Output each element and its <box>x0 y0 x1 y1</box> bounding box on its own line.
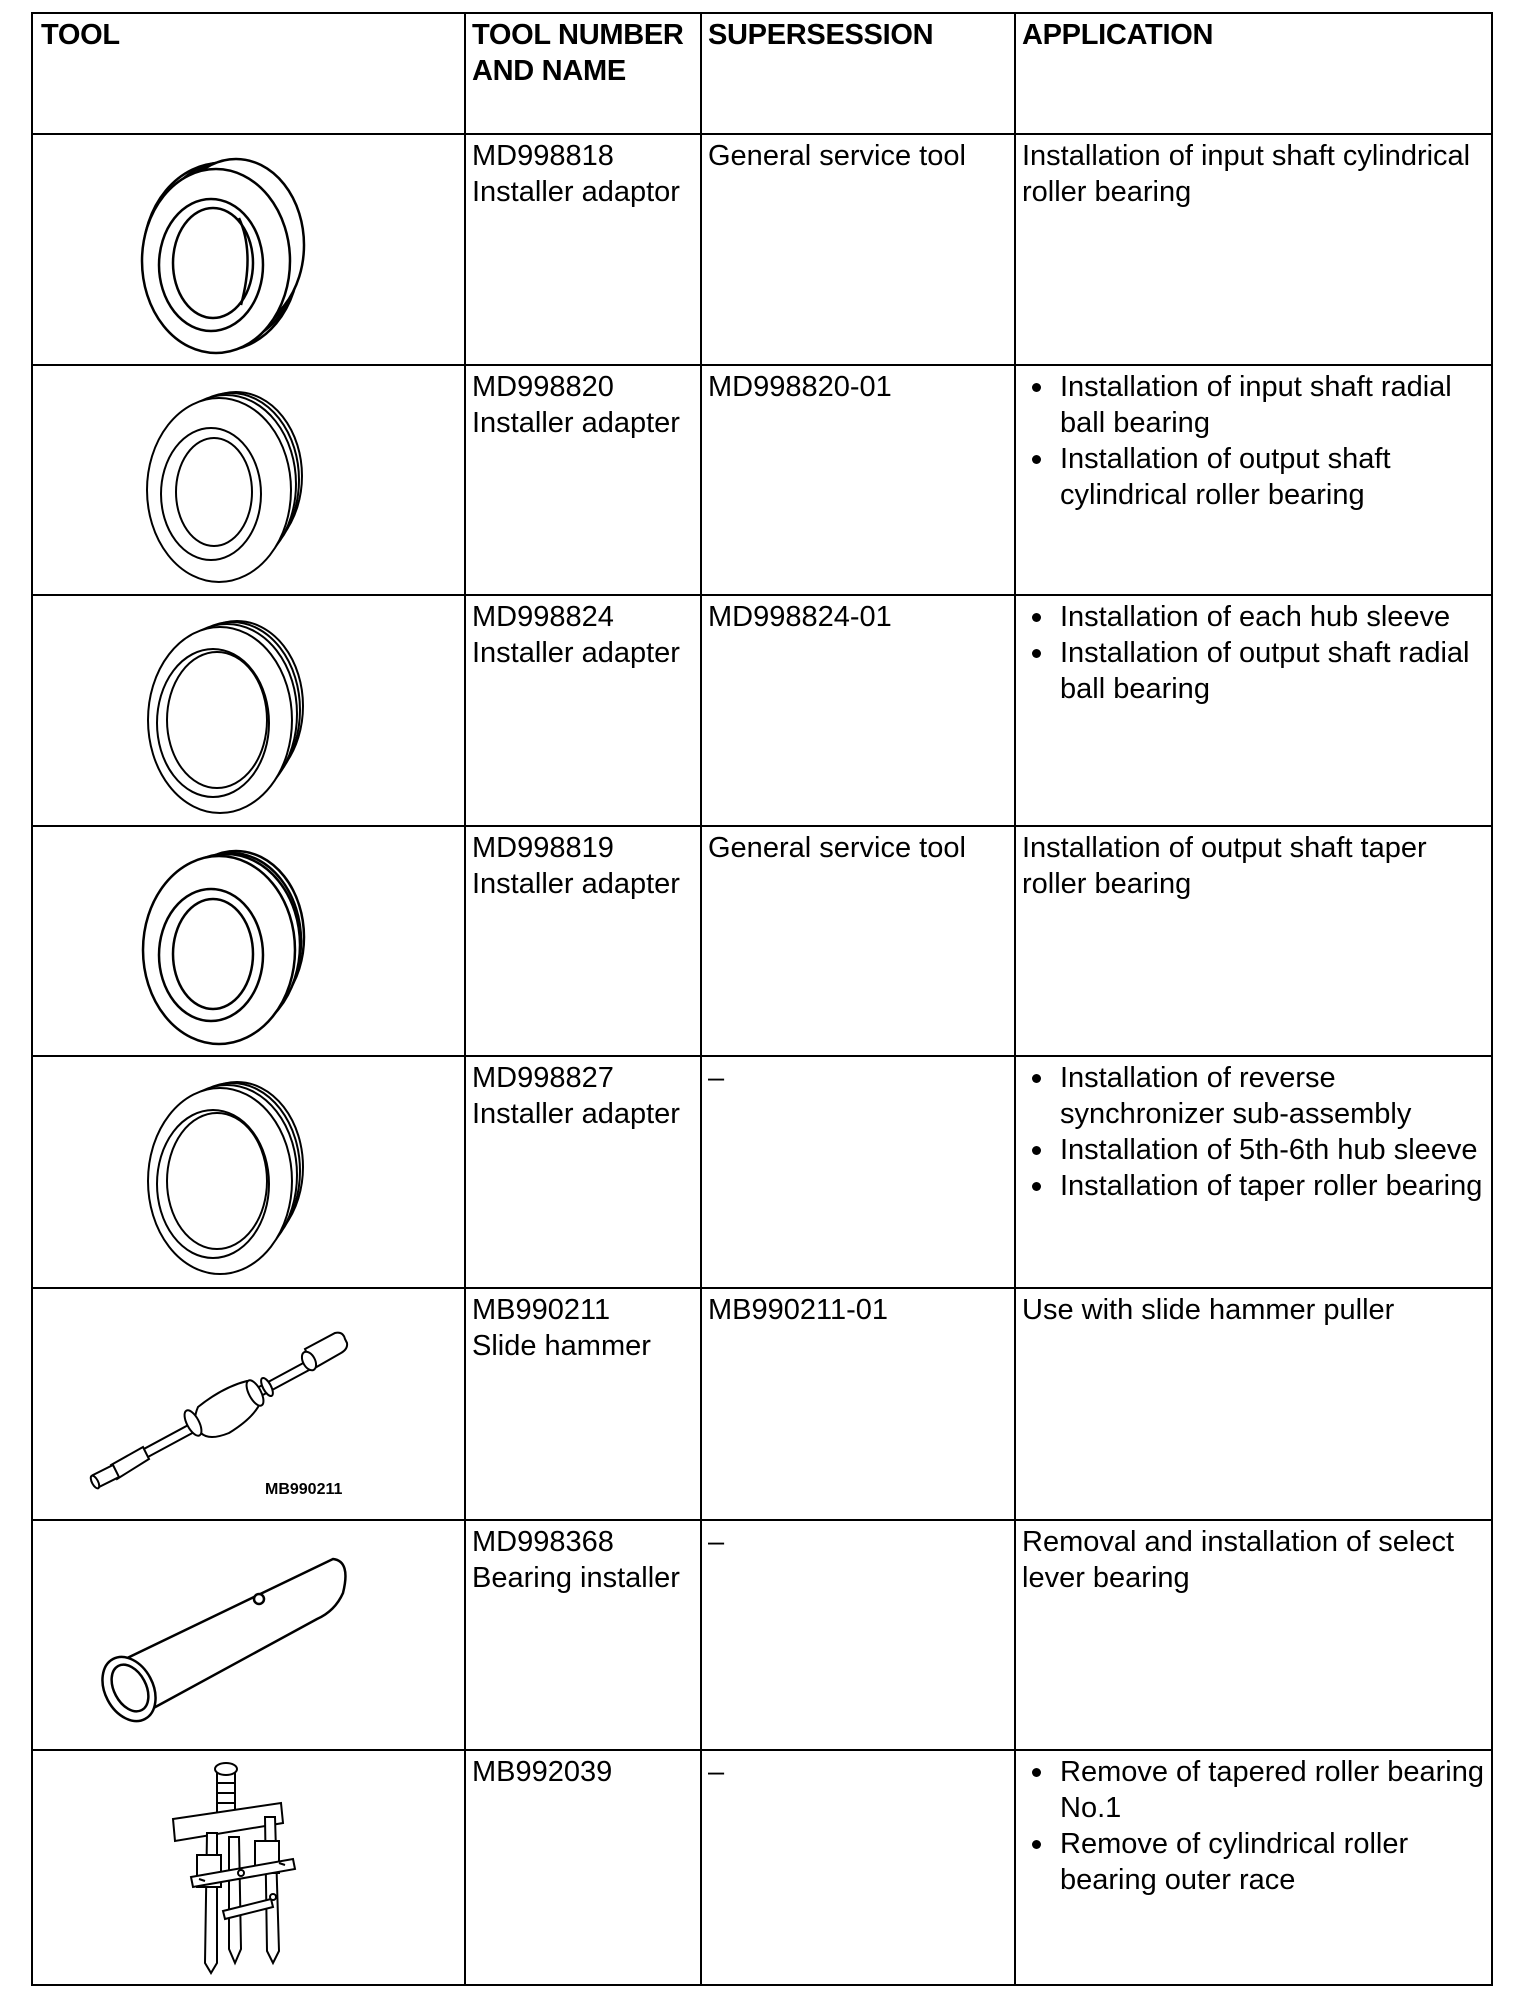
tool-name: Bearing installer <box>472 1562 680 1594</box>
column-divider <box>1014 14 1016 1984</box>
tool-name: Installer adapter <box>472 1098 680 1130</box>
tool-number-and-name <box>464 366 700 441</box>
ring-adapter-icon <box>33 827 464 1055</box>
tool-number: MD998819 <box>472 832 614 864</box>
ring-adapter-icon <box>33 135 464 364</box>
header-supersession: SUPERSESSION <box>708 19 934 51</box>
tool-number: MD998824 <box>472 601 614 633</box>
application-list <box>1022 599 1487 707</box>
supersession: MD998824-01 <box>708 601 892 633</box>
header-tool: TOOL <box>41 19 120 51</box>
application-list <box>1022 1060 1487 1204</box>
tool-illustration <box>33 1751 464 1986</box>
tool-illustration <box>33 1289 464 1519</box>
tool-number-and-name <box>464 1521 700 1596</box>
slide-hammer-icon <box>33 1289 464 1519</box>
application-text: Use with slide hammer puller <box>1022 1294 1395 1326</box>
header-tool-number-and-name: TOOL NUMBER AND NAME <box>472 19 684 87</box>
application-text: Installation of output shaft taper roller bearing <box>1022 832 1427 900</box>
tool-number: MB992039 <box>472 1756 613 1788</box>
supersession: – <box>708 1062 725 1094</box>
application <box>1014 135 1493 210</box>
application-list <box>1022 369 1487 513</box>
tool-number-and-name <box>464 827 700 902</box>
application <box>1014 596 1493 707</box>
bearing-puller-icon <box>33 1751 464 1986</box>
application-item: Installation of reverse synchronizer sub-assembly <box>1022 1060 1487 1132</box>
application-list <box>1022 1754 1487 1898</box>
application-text: Removal and installation of select lever bearing <box>1022 1526 1455 1594</box>
special-tools-table <box>31 12 1493 1986</box>
tool-number: MB990211 <box>472 1294 611 1326</box>
tool-illustration <box>33 1057 464 1287</box>
supersession: General service tool <box>708 140 966 172</box>
application-item: Installation of output shaft radial ball bearing <box>1022 635 1487 707</box>
header-application: APPLICATION <box>1022 19 1214 51</box>
tool-illustration <box>33 827 464 1055</box>
application-item: Installation of taper roller bearing <box>1022 1168 1487 1204</box>
application <box>1014 1289 1493 1328</box>
tool-number: MD998820 <box>472 371 614 403</box>
tool-name: Installer adapter <box>472 407 680 439</box>
application-item: Remove of cylindrical roller bearing outer race <box>1022 1826 1487 1898</box>
column-divider <box>700 14 702 1984</box>
application-item: Installation of output shaft cylindrical roller bearing <box>1022 441 1487 513</box>
bearing-installer-tube-icon <box>33 1521 464 1749</box>
tool-number-and-name <box>464 596 700 671</box>
supersession: MD998820-01 <box>708 371 892 403</box>
tool-name: Installer adaptor <box>472 176 680 208</box>
supersession: – <box>708 1526 725 1558</box>
tool-number: MD998368 <box>472 1526 614 1558</box>
supersession: – <box>708 1756 725 1788</box>
tool-name: Slide hammer <box>472 1330 651 1362</box>
tool-name: Installer adapter <box>472 868 680 900</box>
tool-illustration <box>33 596 464 825</box>
application <box>1014 366 1493 513</box>
application <box>1014 1521 1493 1596</box>
application-item: Remove of tapered roller bearing No.1 <box>1022 1754 1487 1826</box>
application <box>1014 827 1493 902</box>
tool-number: MD998827 <box>472 1062 614 1094</box>
tool-number-and-name <box>464 1057 700 1132</box>
application-text: Installation of input shaft cylindrical roller bearing <box>1022 140 1471 208</box>
tool-number-and-name <box>464 1289 700 1364</box>
supersession: MB990211-01 <box>708 1294 889 1326</box>
tool-number: MD998818 <box>472 140 614 172</box>
ring-adapter-icon <box>33 366 464 594</box>
ring-adapter-icon <box>33 596 464 825</box>
tool-number-and-name <box>464 135 700 210</box>
tool-illustration <box>33 366 464 594</box>
application-item: Installation of 5th-6th hub sleeve <box>1022 1132 1487 1168</box>
application <box>1014 1057 1493 1204</box>
tool-name: Installer adapter <box>472 637 680 669</box>
tool-number-and-name <box>464 1751 700 1790</box>
application <box>1014 1751 1493 1898</box>
ring-adapter-icon <box>33 1057 464 1287</box>
application-item: Installation of each hub sleeve <box>1022 599 1487 635</box>
tool-illustration <box>33 135 464 364</box>
supersession: General service tool <box>708 832 966 864</box>
column-divider <box>464 14 466 1984</box>
tool-illustration <box>33 1521 464 1749</box>
application-item: Installation of input shaft radial ball bearing <box>1022 369 1487 441</box>
illustration-caption: MB990211 <box>265 1481 343 1498</box>
